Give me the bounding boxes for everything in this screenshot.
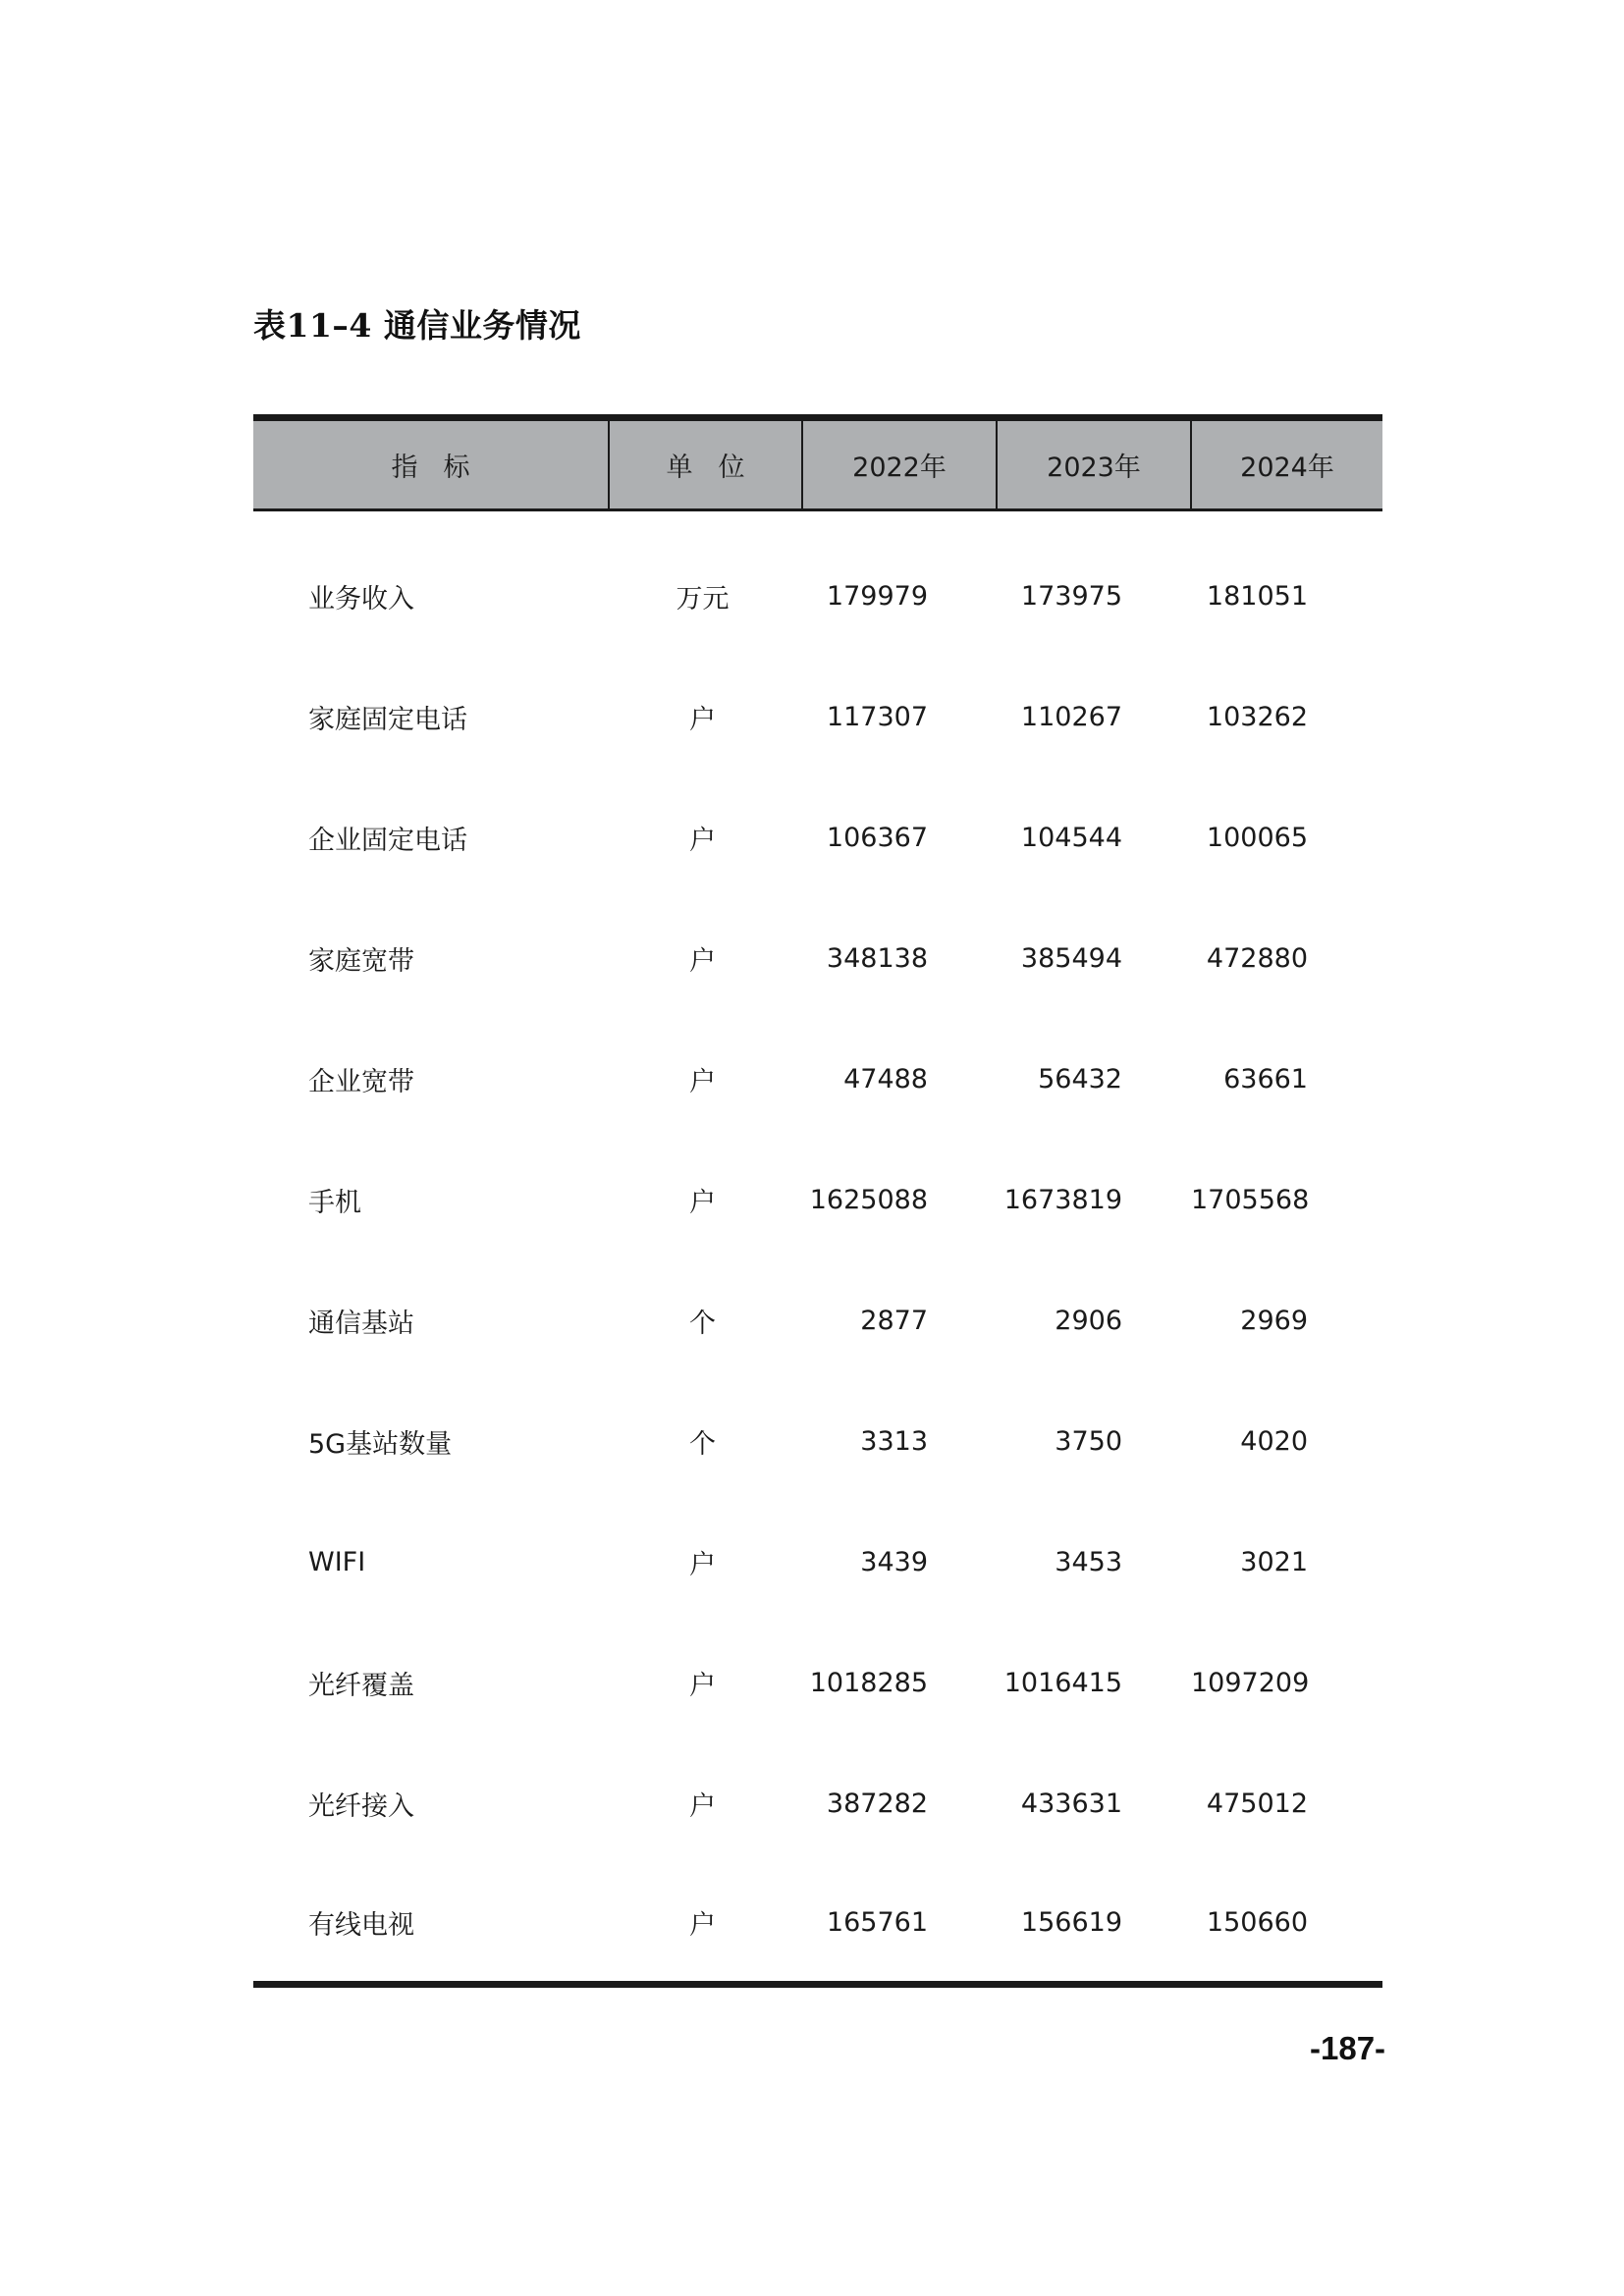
row-unit: 户 [689, 945, 716, 977]
row-value-2023: 1673819 [1003, 1184, 1122, 1215]
table-row [253, 1381, 1382, 1502]
header-unit: 单位 [609, 418, 802, 510]
row-value-2024: 103262 [1206, 701, 1308, 732]
row-value-2023: 56432 [1038, 1063, 1122, 1095]
row-unit: 户 [689, 825, 716, 856]
table-title: 表11–4 通信业务情况 [253, 306, 581, 345]
header-year-2024: 2024年 [1191, 418, 1382, 510]
row-unit: 户 [689, 1187, 716, 1218]
telecom-table [253, 414, 1382, 1988]
row-indicator: 通信基站 [308, 1308, 414, 1339]
table-row [253, 1864, 1382, 1985]
header-indicator: 指标 [253, 418, 609, 510]
row-value-2023: 385494 [1020, 942, 1122, 974]
row-value-2024: 2969 [1240, 1305, 1308, 1336]
row-value-2023: 3453 [1055, 1546, 1122, 1577]
row-unit: 户 [689, 1066, 716, 1097]
row-value-2024: 472880 [1206, 942, 1308, 974]
row-value-2023: 156619 [997, 1864, 1191, 1985]
row-value-2022: 1018285 [809, 1667, 928, 1698]
row-unit: 户 [689, 1790, 716, 1822]
table-header-row [253, 418, 1382, 510]
row-value-2024: 4020 [1240, 1425, 1308, 1457]
row-value-2022: 106367 [826, 822, 928, 853]
table-row [253, 1260, 1382, 1381]
row-value-2022: 165761 [802, 1864, 997, 1985]
row-value-2023: 2906 [1055, 1305, 1122, 1336]
row-value-2022: 179979 [826, 581, 928, 613]
telecom-table-container [253, 414, 1382, 1988]
row-value-2022: 117307 [826, 701, 928, 732]
row-unit: 个 [689, 1428, 716, 1460]
row-unit: 户 [689, 1670, 716, 1701]
row-indicator: 企业固定电话 [308, 825, 467, 856]
table-row [253, 1502, 1382, 1623]
table-row [253, 1140, 1382, 1260]
page-number: -187- [1310, 2030, 1386, 2066]
header-year-2023: 2023年 [997, 418, 1191, 510]
row-value-2023: 104544 [1020, 822, 1122, 853]
row-indicator: 光纤覆盖 [308, 1670, 414, 1701]
row-unit: 户 [689, 1549, 716, 1580]
row-value-2024: 475012 [1206, 1788, 1308, 1819]
row-value-2022: 348138 [826, 942, 928, 974]
row-value-2023: 3750 [1055, 1425, 1122, 1457]
row-indicator: 光纤接入 [308, 1790, 414, 1822]
table-row [253, 510, 1382, 657]
header-year-2022: 2022年 [802, 418, 997, 510]
row-indicator: 家庭固定电话 [308, 704, 467, 735]
row-value-2024: 3021 [1240, 1546, 1308, 1577]
table-row [253, 657, 1382, 777]
row-indicator: 5G基站数量 [308, 1428, 453, 1460]
row-unit: 户 [689, 704, 716, 735]
row-indicator: 企业宽带 [308, 1066, 414, 1097]
table-row [253, 1623, 1382, 1743]
row-indicator: 家庭宽带 [308, 945, 414, 977]
row-unit: 户 [609, 1864, 802, 1985]
row-value-2023: 433631 [1020, 1788, 1122, 1819]
row-value-2023: 173975 [1020, 581, 1122, 613]
row-value-2023: 110267 [1020, 701, 1122, 732]
row-value-2024: 100065 [1206, 822, 1308, 853]
row-unit: 个 [689, 1308, 716, 1339]
row-value-2024: 150660 [1191, 1864, 1382, 1985]
row-indicator: 手机 [308, 1187, 361, 1218]
row-value-2022: 2877 [860, 1305, 928, 1336]
row-value-2022: 47488 [843, 1063, 928, 1095]
row-value-2024: 63661 [1223, 1063, 1308, 1095]
table-row [253, 898, 1382, 1019]
row-indicator: 有线电视 [253, 1864, 609, 1985]
row-value-2022: 3313 [860, 1425, 928, 1457]
table-row [253, 1019, 1382, 1140]
row-value-2023: 1016415 [1003, 1667, 1122, 1698]
table-row [253, 1743, 1382, 1864]
row-value-2022: 387282 [826, 1788, 928, 1819]
table-row [253, 777, 1382, 898]
row-value-2024: 1097209 [1191, 1667, 1310, 1698]
row-indicator: 业务收入 [308, 584, 414, 615]
row-value-2024: 1705568 [1191, 1184, 1310, 1215]
row-indicator: WIFI [308, 1546, 366, 1577]
row-value-2022: 3439 [860, 1546, 928, 1577]
row-value-2024: 181051 [1206, 581, 1308, 613]
row-value-2022: 1625088 [809, 1184, 928, 1215]
row-unit: 万元 [676, 584, 730, 615]
